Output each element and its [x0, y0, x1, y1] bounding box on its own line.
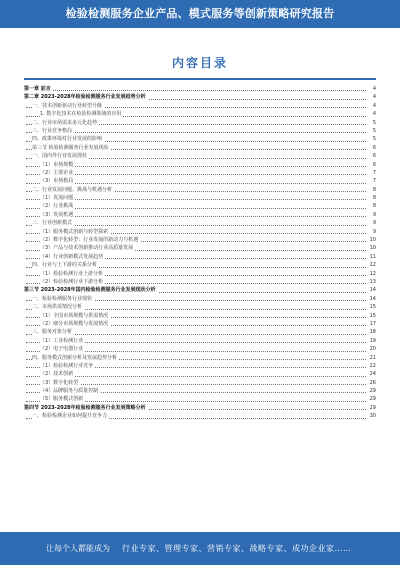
toc-entry-page: 29	[369, 396, 376, 403]
toc-entry[interactable]	[24, 85, 376, 93]
table-of-contents	[24, 85, 376, 421]
toc-entry-page: 24	[369, 371, 376, 378]
toc-entry-page: 20	[369, 346, 376, 353]
toc-leader-dots	[26, 208, 366, 209]
toc-entry[interactable]	[24, 320, 376, 328]
toc-entry-page: 19	[369, 337, 376, 344]
toc-entry-label: （2）行业挑战	[40, 203, 74, 210]
toc-entry-page: 7	[372, 178, 376, 185]
toc-entry-label: （1）服务模式创新与转型探索	[40, 228, 109, 235]
toc-entry[interactable]	[24, 345, 376, 353]
toc-entry[interactable]	[24, 93, 376, 101]
toc-entry-page: 21	[369, 354, 376, 361]
toc-entry[interactable]	[24, 379, 376, 387]
toc-title: 内容目录	[171, 56, 228, 70]
toc-entry[interactable]	[24, 412, 376, 420]
toc-entry-label: （4）行业创新模式发展趋势	[40, 253, 104, 260]
toc-entry[interactable]	[24, 169, 376, 177]
toc-entry[interactable]	[24, 161, 376, 169]
toc-entry-page: 6	[372, 161, 376, 168]
toc-entry-page: 26	[369, 379, 376, 386]
toc-entry-label: （1）工业检测行业	[40, 337, 84, 344]
toc-entry[interactable]	[24, 228, 376, 236]
toc-leader-dots	[26, 166, 366, 167]
toc-entry-label: （1）全国市场规模与供需情况	[40, 312, 109, 319]
toc-entry[interactable]	[24, 362, 376, 370]
toc-entry[interactable]	[24, 244, 376, 252]
toc-entry[interactable]	[24, 119, 376, 127]
toc-leader-dots	[26, 216, 366, 217]
toc-entry-page: 15	[369, 312, 376, 319]
toc-entry-page: 10	[369, 237, 376, 244]
toc-entry-page: 6	[372, 153, 376, 160]
toc-entry[interactable]	[24, 102, 376, 110]
toc-entry-page: 17	[369, 320, 376, 327]
toc-entry-page: 29	[369, 388, 376, 395]
toc-entry[interactable]	[24, 152, 376, 160]
toc-entry-page: 8	[372, 203, 376, 210]
toc-entry-page: 4	[372, 111, 376, 118]
toc-entry-page: 12	[369, 270, 376, 277]
toc-entry[interactable]	[24, 202, 376, 210]
toc-entry-label: 一、国内外行业发展现状	[32, 153, 88, 160]
report-header-bar	[0, 0, 400, 28]
toc-entry-page: 29	[369, 404, 376, 411]
toc-entry[interactable]	[24, 144, 376, 152]
toc-entry-page: 9	[372, 211, 376, 218]
toc-entry-label: 第三节 2023-2028年国内检验检测服务行业发展现状分析	[24, 287, 156, 294]
footer-slogan-left: 让每个人都能成为	[46, 544, 110, 553]
toc-entry-label: 一、检验检测服务行业现状	[32, 295, 93, 302]
toc-entry-label: （1）发展问题	[40, 195, 74, 202]
toc-entry[interactable]	[24, 110, 376, 118]
toc-entry-page: 7	[372, 169, 376, 176]
toc-leader-dots	[26, 174, 366, 175]
toc-entry-page: 8	[372, 195, 376, 202]
toc-entry[interactable]	[24, 236, 376, 244]
toc-entry[interactable]	[24, 261, 376, 269]
toc-entry[interactable]	[24, 387, 376, 395]
toc-entry[interactable]	[24, 312, 376, 320]
toc-entry-label: 二、行业发展问题、挑战与机遇分析	[32, 186, 113, 193]
toc-entry-label: （2）主要企业	[40, 169, 74, 176]
toc-entry-label: （3）发展机遇	[40, 211, 74, 218]
toc-entry-label: （2）细分市场规模与发展情况	[40, 320, 109, 327]
toc-entry-label: 第四节 2023-2028年检验检测服务行业发展策略分析	[24, 404, 146, 411]
toc-entry[interactable]	[24, 135, 376, 143]
toc-entry[interactable]	[24, 194, 376, 202]
toc-entry[interactable]	[24, 211, 376, 219]
toc-entry[interactable]	[24, 270, 376, 278]
toc-entry-page: 6	[372, 144, 376, 151]
toc-entry-label: 1. 数字化技术在检验检测领域的应用	[40, 111, 122, 118]
toc-entry[interactable]	[24, 278, 376, 286]
toc-entry[interactable]	[24, 219, 376, 227]
toc-entry-label: （2）电子电器行业	[40, 346, 84, 353]
toc-entry-page: 8	[372, 186, 376, 193]
toc-entry-label: （2）检验检测行业下游分析	[40, 278, 104, 285]
toc-entry-page: 10	[369, 245, 376, 252]
toc-entry-page: 18	[369, 329, 376, 336]
toc-entry-page: 30	[369, 413, 376, 420]
toc-entry-label: 三、行业竞争格局	[32, 127, 73, 134]
toc-entry-label: 四、行业与上下游的关系分析	[32, 262, 98, 269]
toc-entry[interactable]	[24, 337, 376, 345]
toc-entry-label: 三、服务对象分析	[32, 329, 73, 336]
report-title: 检验检测服务企业产品、模式服务等创新策略研究报告	[65, 7, 335, 20]
toc-entry[interactable]	[24, 395, 376, 403]
toc-entry[interactable]	[24, 286, 376, 294]
toc-leader-dots	[26, 225, 366, 226]
toc-entry[interactable]	[24, 127, 376, 135]
toc-entry-label: （2）技术创新	[40, 371, 74, 378]
toc-entry-label: （3）数字化转型	[40, 379, 79, 386]
toc-leader-dots	[26, 183, 366, 184]
toc-leader-dots	[26, 376, 366, 377]
toc-entry-label: 一、技术创新驱动行业转型升级	[32, 102, 103, 109]
toc-entry-label: （4）品牌服务与质量控制	[40, 388, 99, 395]
toc-entry-label: （3）产品与技术创新推动行业高质量发展	[40, 245, 134, 252]
toc-entry-label: （3）市场格局	[40, 178, 74, 185]
toc-entry-page: 4	[372, 94, 376, 101]
toc-entry-label: 第二章 2023-2028年检验检测服务行业发展趋势分析	[24, 94, 146, 101]
toc-entry-label: 第三节 检验检测服务行业发展现状	[32, 144, 109, 151]
toc-entry-page: 9	[372, 220, 376, 227]
toc-entry-page: 5	[372, 127, 376, 134]
toc-entry-page: 14	[369, 287, 376, 294]
toc-entry-label: （1）检验检测行业竞争	[40, 362, 94, 369]
toc-entry-page: 15	[369, 304, 376, 311]
toc-entry-page: 13	[369, 278, 376, 285]
toc-entry-page: 4	[372, 86, 376, 92]
toc-entry-page: 4	[372, 102, 376, 109]
toc-entry-label: 四、政策环境对行业发展的影响	[32, 136, 103, 143]
toc-entry[interactable]	[24, 186, 376, 194]
toc-entry[interactable]	[24, 253, 376, 261]
toc-entry[interactable]	[24, 328, 376, 336]
toc-entry-page: 14	[369, 295, 376, 302]
toc-entry-page: 22	[369, 362, 376, 369]
toc-entry-label: （1）市场规模	[40, 161, 74, 168]
toc-entry-label: 二、市场供需情况分析	[32, 304, 83, 311]
toc-entry-page: 5	[372, 119, 376, 126]
footer-slogan-right: 行业专家、管理专家、营销专家、战略专家、成功企业家……	[122, 544, 352, 553]
toc-entry[interactable]	[24, 370, 376, 378]
toc-leader-dots	[26, 132, 366, 133]
toc-entry-page: 11	[369, 253, 376, 260]
toc-entry-label: 三、行业创新模式	[32, 220, 73, 227]
toc-entry-page: 5	[372, 136, 376, 143]
footer-bar	[0, 532, 400, 565]
toc-entry[interactable]	[24, 354, 376, 362]
toc-entry[interactable]	[24, 404, 376, 412]
toc-entry[interactable]	[24, 177, 376, 185]
toc-entry-label: 一、检验检测企业如何提升竞争力	[32, 413, 108, 420]
toc-entry-label: 二、行业市场需求多元化趋势	[32, 119, 98, 126]
title-divider	[24, 78, 376, 80]
toc-entry-label: （1）检验检测行业上游分析	[40, 270, 104, 277]
toc-leader-dots	[26, 199, 366, 200]
toc-entry-label: （2）数字化转型：行业发展的新动力与机遇	[40, 237, 139, 244]
toc-entry-label: （5）服务模式创新	[40, 396, 84, 403]
toc-entry-label: 四、服务模式创新分析及发展趋势分析	[32, 354, 118, 361]
toc-leader-dots	[26, 334, 366, 335]
toc-entry-label: 第一章 前言	[24, 86, 51, 92]
toc-entry[interactable]	[24, 303, 376, 311]
toc-entry-page: 9	[372, 228, 376, 235]
toc-entry[interactable]	[24, 295, 376, 303]
toc-leader-dots	[26, 90, 366, 91]
toc-entry-page: 12	[369, 262, 376, 269]
